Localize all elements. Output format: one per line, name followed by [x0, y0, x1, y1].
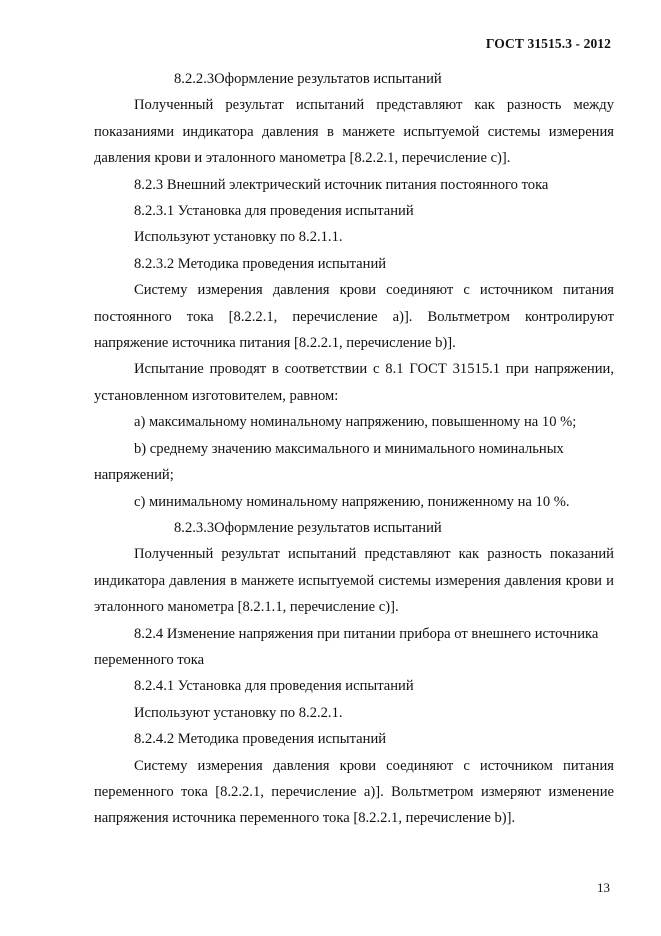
section-heading: 8.2.3.1 Установка для проведения испытаний — [134, 203, 414, 220]
section-heading — [94, 515, 614, 541]
list-item: а) максимальному номинальному напряжению, повышенному на 10 %; — [134, 414, 577, 431]
list-item: b) среднему значению максимального и минимального номинальных напряжений; — [94, 440, 564, 484]
paragraph: Полученный результат испытаний представляют как разность показаний индикатора давления в манжете испытуемой системы измерения давления крови и эталонного манометра [8.2.1.1, перечисление с)]. — [94, 546, 614, 616]
section-title: Оформление результатов испытаний — [214, 519, 442, 536]
section-heading — [94, 66, 614, 92]
paragraph: Систему измерения давления крови соединяют с источником питания переменного тока [8.2.2.1, перечисление а)]. Вольтметром измеряют изменение напряжения источника переменного тока [8.2.2.1, перечисление b)]. — [94, 757, 614, 827]
document-body — [94, 66, 614, 832]
page-header: ГОСТ 31515.3 - 2012 — [485, 36, 611, 51]
section-heading: 8.2.4.2 Методика проведения испытаний — [134, 731, 387, 748]
section-heading: 8.2.3.2 Методика проведения испытаний — [134, 255, 387, 272]
section-number: 8.2.2.3 — [174, 71, 215, 87]
paragraph: Полученный результат испытаний представляют как разность между показаниями индикатора давления в манжете испытуемой системы измерения давления крови и эталонного манометра [8.2.2.1, перечисление с)]. — [94, 97, 614, 167]
page-number: 13 — [597, 880, 610, 895]
section-number: 8.2.3.3 — [174, 519, 215, 536]
section-title: Оформление результатов испытаний — [214, 71, 442, 87]
paragraph: Систему измерения давления крови соединяют с источником питания постоянного тока [8.2.2.1, перечисление а)]. Вольтметром контролируют напряжение источника питания [8.2.2.1, перечисление b)]. — [94, 282, 614, 352]
paragraph: Испытание проводят в соответствии с 8.1 ГОСТ 31515.1 при напряжении, установленном изготовителем, равном: — [94, 361, 614, 404]
section-heading: 8.2.4 Изменение напряжения при питании прибора от внешнего источника переменного тока — [94, 625, 599, 668]
section-heading: 8.2.3 Внешний электрический источник питания постоянного тока — [134, 176, 549, 193]
paragraph: Используют установку по 8.2.2.1. — [134, 704, 343, 721]
section-heading: 8.2.4.1 Установка для проведения испытаний — [134, 678, 414, 695]
paragraph: Используют установку по 8.2.1.1. — [134, 229, 343, 246]
list-item: с) минимальному номинальному напряжению, пониженному на 10 %. — [134, 493, 570, 510]
